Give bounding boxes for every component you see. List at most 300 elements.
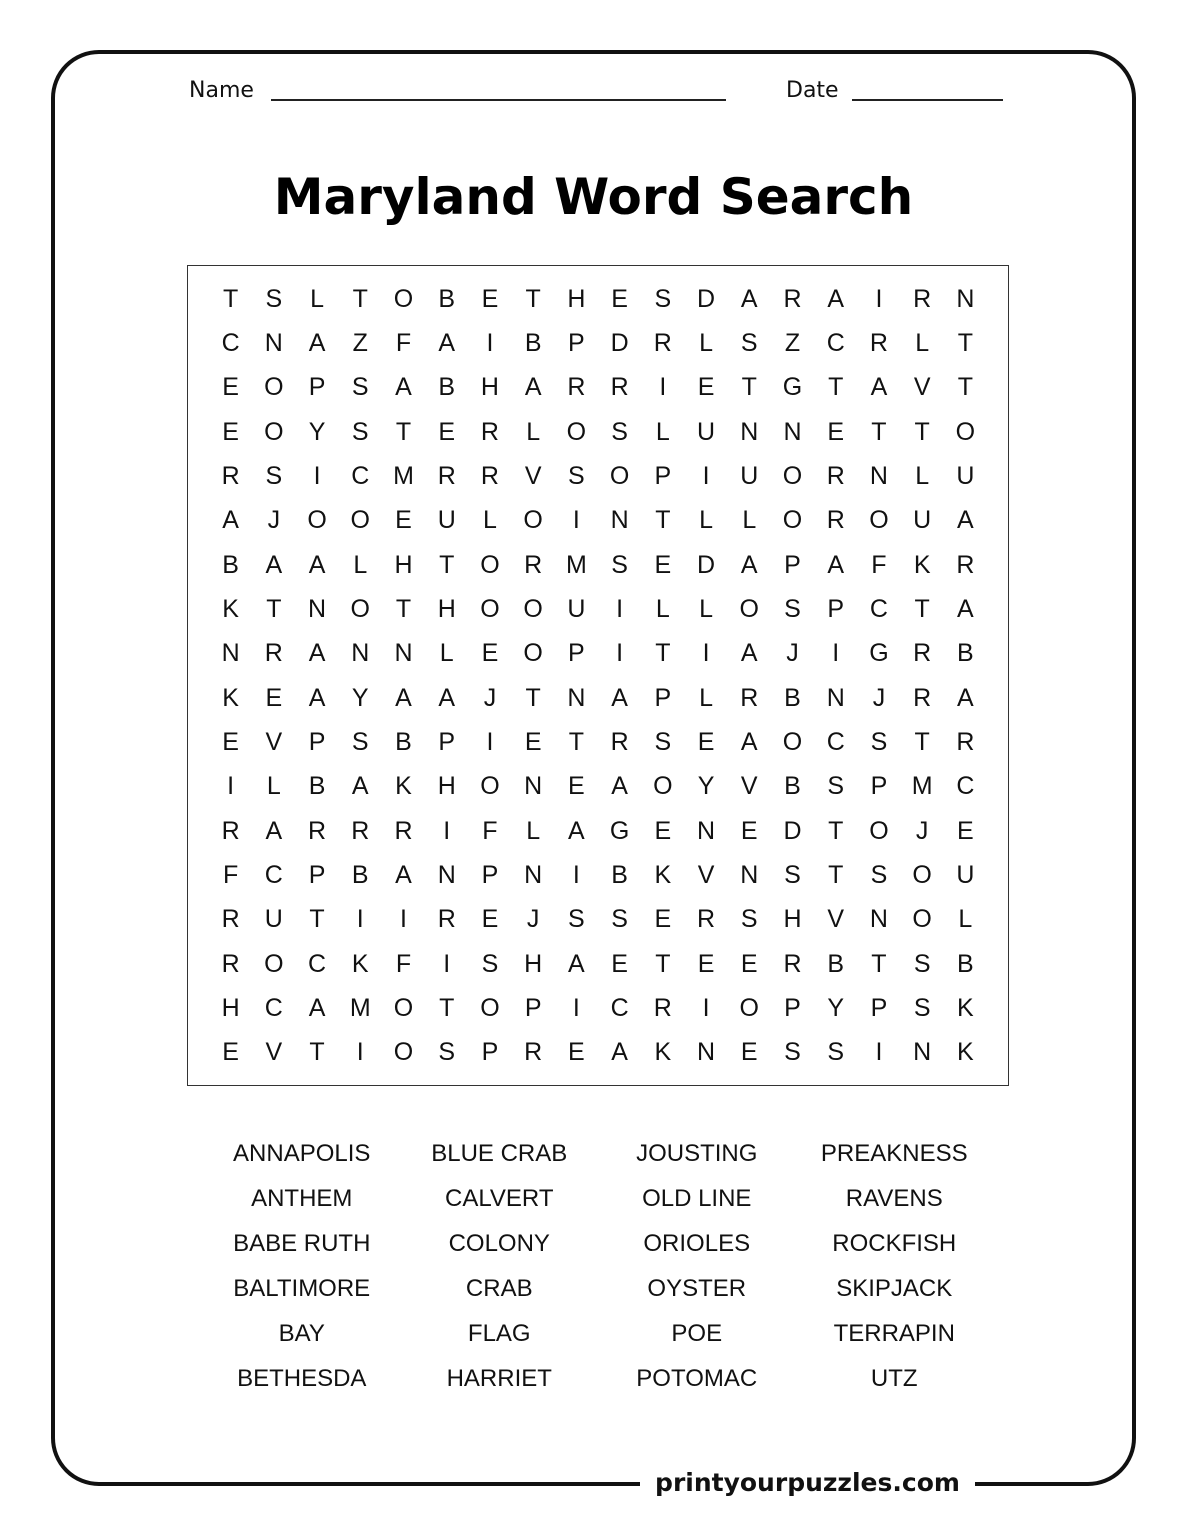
grid-letter[interactable]: R	[610, 727, 629, 756]
grid-letter[interactable]: P	[568, 639, 585, 668]
grid-letter[interactable]: R	[740, 683, 759, 712]
grid-letter[interactable]: C	[956, 772, 975, 801]
grid-letter[interactable]: E	[827, 417, 845, 446]
grid-letter[interactable]: O	[350, 594, 370, 623]
grid-letter[interactable]: U	[956, 461, 975, 490]
grid-letter[interactable]: H	[221, 993, 240, 1022]
date-field[interactable]	[852, 99, 1003, 101]
grid-letter[interactable]: N	[697, 816, 716, 845]
grid-letter[interactable]: R	[264, 639, 283, 668]
grid-letter[interactable]: A	[740, 284, 758, 313]
grid-letter[interactable]: A	[524, 373, 542, 402]
grid-letter[interactable]: O	[523, 639, 543, 668]
grid-letter[interactable]: K	[957, 993, 974, 1022]
grid-letter[interactable]: N	[869, 905, 888, 934]
grid-letter[interactable]: C	[264, 860, 283, 889]
grid-letter[interactable]: C	[351, 461, 370, 490]
grid-letter[interactable]: C	[826, 727, 845, 756]
grid-letter[interactable]: S	[654, 727, 672, 756]
grid-letter[interactable]: A	[308, 683, 326, 712]
grid-letter[interactable]: V	[913, 373, 931, 402]
grid-letter[interactable]: E	[568, 772, 585, 801]
grid-letter[interactable]: I	[875, 1038, 883, 1067]
grid-letter[interactable]: V	[697, 860, 715, 889]
grid-letter[interactable]: O	[393, 993, 414, 1022]
grid-letter[interactable]: A	[957, 594, 974, 623]
grid-letter[interactable]: O	[739, 993, 759, 1022]
grid-letter[interactable]: S	[481, 949, 499, 978]
grid-letter[interactable]: R	[913, 639, 932, 668]
grid-letter[interactable]: I	[659, 373, 667, 402]
grid-letter[interactable]: N	[826, 683, 845, 712]
grid-letter[interactable]: E	[611, 949, 628, 978]
grid-letter[interactable]: R	[524, 550, 543, 579]
grid-letter[interactable]: S	[870, 860, 888, 889]
grid-letter[interactable]: I	[572, 860, 580, 889]
grid-letter[interactable]: I	[832, 639, 840, 668]
grid-letter[interactable]: O	[566, 417, 587, 446]
grid-letter[interactable]: T	[914, 727, 930, 756]
grid-letter[interactable]: T	[871, 949, 887, 978]
grid-letter[interactable]: L	[526, 816, 541, 845]
grid-letter[interactable]: V	[265, 1038, 283, 1067]
grid-letter[interactable]: B	[438, 373, 456, 402]
grid-letter[interactable]: O	[480, 772, 500, 801]
grid-letter[interactable]: I	[616, 639, 624, 668]
grid-letter[interactable]: P	[481, 1038, 499, 1067]
grid-letter[interactable]: B	[957, 949, 974, 978]
grid-letter[interactable]: U	[264, 905, 283, 934]
grid-letter[interactable]: S	[568, 461, 585, 490]
grid-letter[interactable]: H	[567, 284, 586, 313]
grid-letter[interactable]: A	[395, 683, 412, 712]
grid-letter[interactable]: Y	[308, 417, 326, 446]
grid-letter[interactable]: I	[616, 594, 624, 623]
grid-letter[interactable]: B	[784, 683, 801, 712]
grid-letter[interactable]: R	[437, 461, 456, 490]
grid-letter[interactable]: Z	[784, 328, 801, 357]
grid-letter[interactable]: O	[350, 506, 370, 535]
grid-letter[interactable]: F	[395, 949, 412, 978]
grid-letter[interactable]: R	[221, 905, 240, 934]
grid-letter[interactable]: O	[480, 594, 500, 623]
grid-letter[interactable]: T	[914, 417, 930, 446]
grid-letter[interactable]: O	[782, 727, 803, 756]
grid-letter[interactable]: D	[697, 284, 716, 313]
grid-letter[interactable]: T	[222, 284, 239, 313]
grid-letter[interactable]: J	[915, 816, 929, 845]
grid-letter[interactable]: S	[784, 1038, 801, 1067]
grid-letter[interactable]: S	[913, 949, 931, 978]
grid-letter[interactable]: R	[351, 816, 370, 845]
grid-letter[interactable]: L	[439, 639, 454, 668]
grid-letter[interactable]: T	[352, 284, 368, 313]
grid-letter[interactable]: E	[481, 905, 499, 934]
grid-letter[interactable]: R	[697, 905, 716, 934]
grid-letter[interactable]: L	[655, 594, 670, 623]
grid-letter[interactable]: R	[783, 949, 802, 978]
grid-letter[interactable]: I	[702, 639, 710, 668]
grid-letter[interactable]: S	[611, 905, 628, 934]
grid-letter[interactable]: O	[782, 506, 803, 535]
grid-letter[interactable]: A	[957, 683, 974, 712]
grid-letter[interactable]: V	[827, 905, 845, 934]
grid-letter[interactable]: P	[308, 727, 326, 756]
grid-letter[interactable]: E	[222, 1038, 239, 1067]
grid-letter[interactable]: P	[827, 594, 845, 623]
grid-letter[interactable]: A	[827, 284, 845, 313]
grid-letter[interactable]: L	[482, 506, 497, 535]
grid-letter[interactable]: S	[827, 772, 845, 801]
grid-letter[interactable]: I	[400, 905, 407, 934]
grid-letter[interactable]: A	[265, 550, 283, 579]
grid-letter[interactable]: R	[437, 905, 456, 934]
grid-letter[interactable]: E	[654, 816, 672, 845]
grid-letter[interactable]: B	[222, 550, 239, 579]
grid-letter[interactable]: R	[610, 373, 629, 402]
grid-letter[interactable]: P	[784, 550, 801, 579]
grid-letter[interactable]: D	[783, 816, 802, 845]
grid-letter[interactable]: S	[740, 328, 758, 357]
grid-letter[interactable]: H	[437, 772, 456, 801]
grid-letter[interactable]: L	[699, 328, 713, 357]
grid-letter[interactable]: A	[308, 639, 326, 668]
grid-letter[interactable]: R	[524, 1038, 543, 1067]
grid-letter[interactable]: Y	[351, 683, 369, 712]
grid-letter[interactable]: B	[957, 639, 974, 668]
grid-letter[interactable]: R	[308, 816, 327, 845]
grid-letter[interactable]: S	[870, 727, 888, 756]
grid-letter[interactable]: F	[222, 860, 239, 889]
grid-letter[interactable]: A	[351, 772, 369, 801]
grid-letter[interactable]: N	[264, 328, 283, 357]
grid-letter[interactable]: E	[697, 949, 715, 978]
grid-letter[interactable]: R	[956, 550, 975, 579]
grid-letter[interactable]: I	[356, 1038, 364, 1067]
grid-letter[interactable]: M	[393, 461, 414, 490]
grid-letter[interactable]: N	[697, 1038, 716, 1067]
grid-letter[interactable]: O	[869, 506, 889, 535]
grid-letter[interactable]: K	[913, 550, 931, 579]
grid-letter[interactable]: H	[480, 373, 499, 402]
grid-letter[interactable]: T	[957, 373, 974, 402]
grid-letter[interactable]: A	[308, 550, 326, 579]
grid-letter[interactable]: Z	[352, 328, 368, 357]
grid-letter[interactable]: B	[827, 949, 845, 978]
grid-letter[interactable]: R	[913, 284, 932, 313]
grid-letter[interactable]: O	[307, 506, 327, 535]
grid-letter[interactable]: F	[871, 550, 887, 579]
grid-letter[interactable]: R	[394, 816, 413, 845]
grid-letter[interactable]: A	[957, 506, 974, 535]
grid-letter[interactable]: O	[912, 905, 932, 934]
grid-letter[interactable]: E	[654, 905, 672, 934]
grid-letter[interactable]: L	[699, 594, 713, 623]
grid-letter[interactable]: I	[572, 993, 580, 1022]
grid-letter[interactable]: A	[395, 373, 412, 402]
grid-letter[interactable]: J	[267, 506, 281, 535]
grid-letter[interactable]: E	[481, 639, 499, 668]
grid-letter[interactable]: P	[481, 860, 499, 889]
grid-letter[interactable]: R	[783, 284, 802, 313]
grid-letter[interactable]: O	[609, 461, 630, 490]
grid-letter[interactable]: L	[310, 284, 324, 313]
grid-letter[interactable]: E	[481, 284, 499, 313]
grid-letter[interactable]: H	[524, 949, 543, 978]
grid-letter[interactable]: U	[740, 461, 759, 490]
grid-letter[interactable]: E	[611, 284, 628, 313]
grid-letter[interactable]: E	[395, 506, 412, 535]
grid-letter[interactable]: I	[313, 461, 321, 490]
grid-letter[interactable]: T	[957, 328, 974, 357]
grid-letter[interactable]: J	[872, 683, 886, 712]
grid-letter[interactable]: T	[655, 949, 671, 978]
grid-letter[interactable]: V	[524, 461, 542, 490]
grid-letter[interactable]: P	[654, 461, 672, 490]
grid-letter[interactable]: L	[526, 417, 541, 446]
grid-letter[interactable]: A	[611, 683, 628, 712]
grid-letter[interactable]: A	[611, 772, 628, 801]
grid-letter[interactable]: E	[697, 727, 715, 756]
name-field[interactable]	[271, 99, 726, 101]
grid-letter[interactable]: I	[486, 328, 494, 357]
grid-letter[interactable]: O	[653, 772, 673, 801]
grid-letter[interactable]: K	[351, 949, 369, 978]
grid-letter[interactable]: E	[568, 1038, 585, 1067]
grid-letter[interactable]: A	[308, 993, 326, 1022]
grid-letter[interactable]: P	[870, 772, 888, 801]
grid-letter[interactable]: M	[911, 772, 933, 801]
grid-letter[interactable]: O	[739, 594, 759, 623]
grid-letter[interactable]: I	[227, 772, 235, 801]
grid-letter[interactable]: R	[221, 461, 240, 490]
grid-letter[interactable]: O	[480, 550, 500, 579]
grid-letter[interactable]: K	[222, 594, 239, 623]
grid-letter[interactable]: T	[914, 594, 930, 623]
grid-letter[interactable]: H	[394, 550, 413, 579]
grid-letter[interactable]: N	[740, 417, 759, 446]
grid-letter[interactable]: N	[610, 506, 629, 535]
grid-letter[interactable]: T	[828, 373, 844, 402]
grid-letter[interactable]: L	[915, 461, 930, 490]
grid-letter[interactable]: S	[351, 373, 369, 402]
grid-letter[interactable]: P	[308, 860, 326, 889]
grid-letter[interactable]: N	[869, 461, 888, 490]
grid-letter[interactable]: T	[266, 594, 282, 623]
grid-letter[interactable]: B	[784, 772, 801, 801]
grid-letter[interactable]: C	[264, 993, 283, 1022]
grid-letter[interactable]: E	[222, 417, 239, 446]
grid-letter[interactable]: G	[869, 639, 889, 668]
grid-letter[interactable]: J	[526, 905, 540, 934]
grid-letter[interactable]: R	[826, 506, 845, 535]
grid-letter[interactable]: I	[702, 461, 710, 490]
grid-letter[interactable]: L	[699, 683, 713, 712]
grid-letter[interactable]: E	[740, 949, 758, 978]
grid-letter[interactable]: N	[956, 284, 975, 313]
grid-letter[interactable]: S	[611, 417, 628, 446]
grid-letter[interactable]: T	[655, 506, 671, 535]
grid-letter[interactable]: N	[740, 860, 759, 889]
grid-letter[interactable]: T	[741, 373, 757, 402]
grid-letter[interactable]: R	[567, 373, 586, 402]
grid-letter[interactable]: R	[826, 461, 845, 490]
grid-letter[interactable]: K	[957, 1038, 974, 1067]
grid-letter[interactable]: E	[438, 417, 456, 446]
grid-letter[interactable]: N	[437, 860, 456, 889]
grid-letter[interactable]: T	[395, 594, 412, 623]
grid-letter[interactable]: S	[784, 594, 801, 623]
grid-letter[interactable]: L	[958, 905, 973, 934]
grid-letter[interactable]: S	[913, 993, 931, 1022]
grid-letter[interactable]: T	[439, 993, 455, 1022]
grid-letter[interactable]: S	[654, 284, 672, 313]
grid-letter[interactable]: U	[956, 860, 975, 889]
grid-letter[interactable]: O	[955, 417, 976, 446]
grid-letter[interactable]: I	[572, 506, 580, 535]
grid-letter[interactable]: R	[221, 949, 240, 978]
grid-letter[interactable]: A	[265, 816, 283, 845]
grid-letter[interactable]: C	[826, 328, 845, 357]
grid-letter[interactable]: U	[913, 506, 932, 535]
grid-letter[interactable]: O	[393, 1038, 414, 1067]
grid-letter[interactable]: Y	[827, 993, 845, 1022]
grid-letter[interactable]: I	[486, 727, 494, 756]
grid-letter[interactable]: T	[568, 727, 585, 756]
grid-letter[interactable]: O	[480, 993, 500, 1022]
grid-letter[interactable]: N	[308, 594, 327, 623]
grid-letter[interactable]: P	[308, 373, 326, 402]
grid-letter[interactable]: S	[827, 1038, 845, 1067]
grid-letter[interactable]: A	[827, 550, 845, 579]
grid-letter[interactable]: R	[653, 328, 672, 357]
grid-letter[interactable]: S	[611, 550, 628, 579]
grid-letter[interactable]: E	[697, 373, 715, 402]
grid-letter[interactable]: G	[609, 816, 630, 845]
grid-letter[interactable]: P	[654, 683, 672, 712]
grid-letter[interactable]: B	[438, 284, 456, 313]
grid-letter[interactable]: T	[309, 905, 325, 934]
grid-letter[interactable]: T	[655, 639, 671, 668]
grid-letter[interactable]: A	[222, 506, 239, 535]
grid-letter[interactable]: B	[395, 727, 412, 756]
grid-letter[interactable]: L	[742, 506, 757, 535]
grid-letter[interactable]: P	[870, 993, 888, 1022]
grid-letter[interactable]: P	[568, 328, 585, 357]
grid-letter[interactable]: P	[524, 993, 542, 1022]
grid-letter[interactable]: R	[480, 461, 499, 490]
grid-letter[interactable]: U	[437, 506, 456, 535]
grid-letter[interactable]: L	[915, 328, 930, 357]
grid-letter[interactable]: N	[394, 639, 413, 668]
grid-letter[interactable]: E	[654, 550, 672, 579]
grid-letter[interactable]: N	[567, 683, 586, 712]
grid-letter[interactable]: H	[437, 594, 456, 623]
grid-letter[interactable]: N	[524, 772, 543, 801]
grid-letter[interactable]: A	[740, 727, 758, 756]
grid-letter[interactable]: S	[438, 1038, 456, 1067]
grid-letter[interactable]: F	[395, 328, 412, 357]
grid-letter[interactable]: R	[869, 328, 888, 357]
grid-letter[interactable]: T	[309, 1038, 325, 1067]
grid-letter[interactable]: T	[871, 417, 887, 446]
grid-letter[interactable]: R	[913, 683, 932, 712]
grid-letter[interactable]: T	[395, 417, 412, 446]
grid-letter[interactable]: D	[610, 328, 629, 357]
grid-letter[interactable]: T	[828, 816, 844, 845]
grid-letter[interactable]: M	[349, 993, 371, 1022]
grid-letter[interactable]: I	[443, 816, 451, 845]
grid-letter[interactable]: A	[740, 639, 758, 668]
grid-letter[interactable]: I	[356, 905, 364, 934]
grid-letter[interactable]: N	[351, 639, 370, 668]
grid-letter[interactable]: S	[740, 905, 758, 934]
grid-letter[interactable]: R	[221, 816, 240, 845]
grid-letter[interactable]: N	[783, 417, 802, 446]
grid-letter[interactable]: J	[483, 683, 497, 712]
grid-letter[interactable]: N	[221, 639, 240, 668]
grid-letter[interactable]: T	[828, 860, 844, 889]
grid-letter[interactable]: C	[610, 993, 629, 1022]
grid-letter[interactable]: T	[525, 284, 541, 313]
grid-letter[interactable]: A	[740, 550, 758, 579]
grid-letter[interactable]: M	[565, 550, 587, 579]
grid-letter[interactable]: A	[308, 328, 326, 357]
grid-letter[interactable]: A	[438, 683, 456, 712]
grid-letter[interactable]: L	[655, 417, 670, 446]
grid-letter[interactable]: E	[740, 1038, 758, 1067]
grid-letter[interactable]: L	[266, 772, 281, 801]
grid-letter[interactable]: S	[784, 860, 801, 889]
grid-letter[interactable]: O	[869, 816, 889, 845]
grid-letter[interactable]: E	[957, 816, 974, 845]
grid-letter[interactable]: K	[222, 683, 239, 712]
grid-letter[interactable]: N	[913, 1038, 932, 1067]
grid-letter[interactable]: A	[870, 373, 888, 402]
grid-letter[interactable]: T	[439, 550, 455, 579]
grid-letter[interactable]: K	[654, 1038, 672, 1067]
grid-letter[interactable]: D	[697, 550, 716, 579]
grid-letter[interactable]: I	[443, 949, 451, 978]
grid-letter[interactable]: C	[869, 594, 888, 623]
grid-letter[interactable]: E	[524, 727, 542, 756]
grid-letter[interactable]: O	[782, 461, 803, 490]
grid-letter[interactable]: O	[264, 949, 284, 978]
grid-letter[interactable]: F	[482, 816, 498, 845]
grid-letter[interactable]: I	[702, 993, 710, 1022]
grid-letter[interactable]: E	[222, 727, 239, 756]
grid-letter[interactable]: B	[351, 860, 369, 889]
grid-letter[interactable]: U	[567, 594, 586, 623]
grid-letter[interactable]: P	[438, 727, 456, 756]
grid-letter[interactable]: T	[525, 683, 541, 712]
grid-letter[interactable]: A	[438, 328, 456, 357]
grid-letter[interactable]: B	[524, 328, 542, 357]
grid-letter[interactable]: H	[783, 905, 802, 934]
grid-letter[interactable]: I	[875, 284, 883, 313]
grid-letter[interactable]: O	[523, 506, 543, 535]
grid-letter[interactable]: E	[222, 373, 239, 402]
grid-letter[interactable]: O	[264, 417, 284, 446]
grid-letter[interactable]: C	[308, 949, 327, 978]
grid-letter[interactable]: V	[740, 772, 758, 801]
grid-letter[interactable]: O	[264, 373, 284, 402]
grid-letter[interactable]: S	[351, 727, 369, 756]
grid-letter[interactable]: N	[524, 860, 543, 889]
grid-letter[interactable]: S	[265, 284, 283, 313]
grid-letter[interactable]: K	[395, 772, 412, 801]
grid-letter[interactable]: S	[351, 417, 369, 446]
